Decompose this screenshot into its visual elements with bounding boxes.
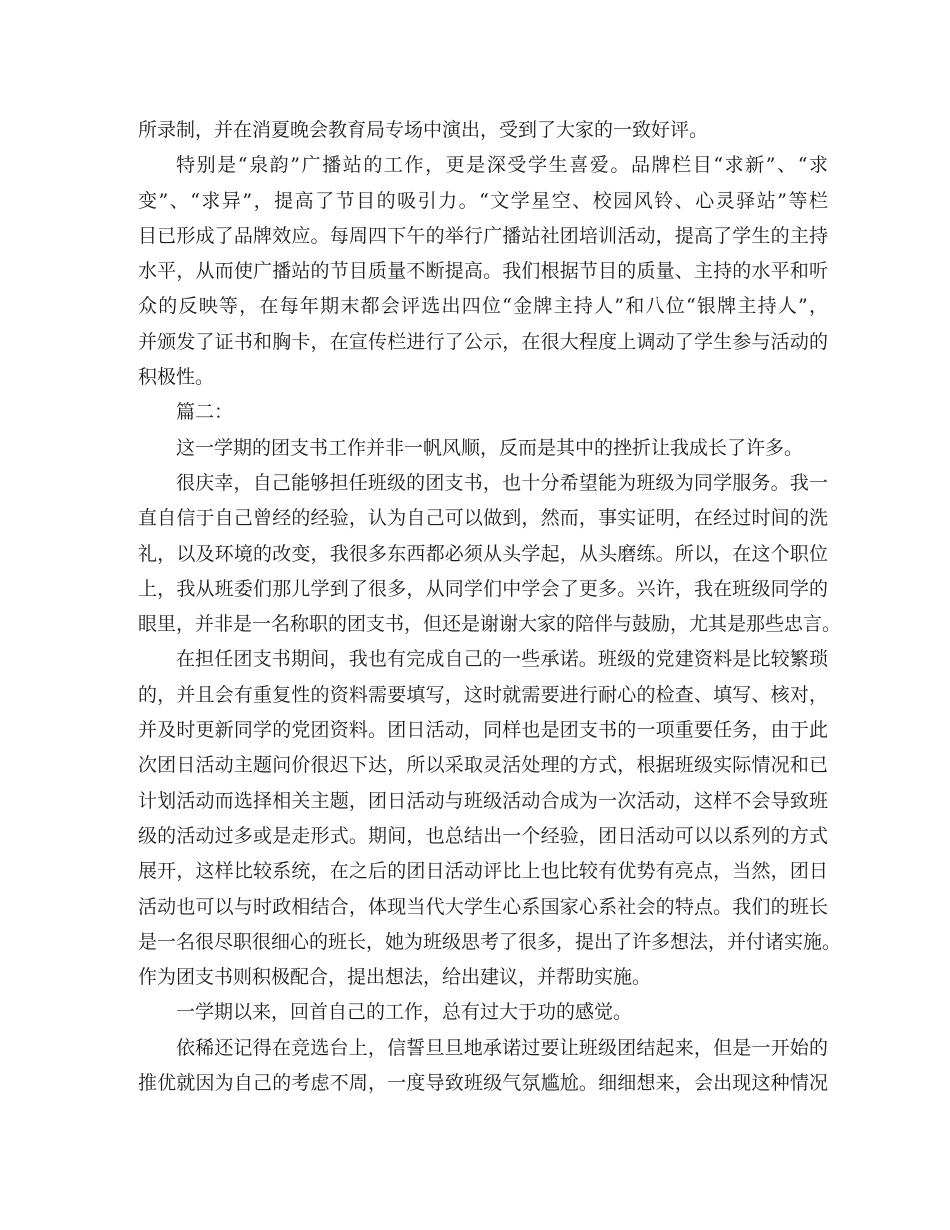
text-line: 级的活动过多或是走形式。期间，也总结出一个经验，团日活动可以以系列的方式 (138, 824, 828, 847)
text-line: 众的反映等，在每年期末都会评选出四位“金牌主持人”和八位“银牌主持人”， (138, 295, 828, 318)
text-line: 作为团支书则积极配合，提出想法，给出建议，并帮助实施。 (138, 966, 652, 989)
text-line: 很庆幸，自己能够担任班级的团支书，也十分希望能为班级为同学服务。我一 (176, 471, 828, 494)
text-line: 的，并且会有重复性的资料需要填写，这时就需要进行耐心的检查、填写、核对， (138, 683, 828, 706)
text-line: 展开，这样比较系统，在之后的团日活动评比上也比较有优势有亮点，当然，团日 (138, 860, 828, 883)
text-line: 依稀还记得在竞选台上，信誓旦旦地承诺过要让班级团结起来，但是一开始的 (176, 1036, 828, 1059)
text-line: 并颁发了证书和胸卡，在宣传栏进行了公示，在很大程度上调动了学生参与活动的 (138, 330, 828, 353)
text-line: 计划活动而选择相关主题，团日活动与班级活动合成为一次活动，这样不会导致班 (138, 789, 828, 812)
text-line: 篇二： (176, 401, 234, 424)
text-line: 这一学期的团支书工作并非一帆风顺，反而是其中的挫折让我成长了许多。 (176, 436, 804, 459)
text-line: 目已形成了品牌效应。每周四下午的举行广播站社团培训活动，提高了学生的主持 (138, 224, 828, 247)
text-line: 在担任团支书期间，我也有完成自己的一些承诺。班级的党建资料是比较繁琐 (176, 648, 828, 671)
text-line: 活动也可以与时政相结合，体现当代大学生心系国家心系社会的特点。我们的班长 (138, 895, 828, 918)
text-line: 是一名很尽职很细心的班长，她为班级思考了很多，提出了许多想法，并付诸实施。 (138, 930, 842, 953)
text-line: 并及时更新同学的党团资料。团日活动，同样也是团支书的一项重要任务，由于此 (138, 719, 828, 742)
text-line: 直自信于自己曾经的经验，认为自己可以做到，然而，事实证明，在经过时间的洗 (138, 507, 828, 530)
text-line: 次团日活动主题问价很迟下达，所以采取灵活处理的方式，根据班级实际情况和已 (138, 754, 828, 777)
document-body (138, 113, 842, 1101)
text-line: 礼，以及环境的改变，我很多东西都必须从头学起，从头磨练。所以，在这个职位 (138, 542, 828, 565)
text-line: 所录制，并在消夏晚会教育局专场中演出，受到了大家的一致好评。 (138, 119, 709, 141)
text-line: 推优就因为自己的考虑不周，一度导致班级气氛尴尬。细细想来，会出现这种情况 (138, 1072, 828, 1095)
text-line: 积极性。 (138, 366, 215, 389)
text-line: 一学期以来，回首自己的工作，总有过大于功的感觉。 (176, 1001, 633, 1024)
text-line: 眼里，并非是一名称职的团支书，但还是谢谢大家的陪伴与鼓励，尤其是那些忠言。 (138, 613, 842, 636)
text-line: 变”、“求异”，提高了节目的吸引力。“文学星空、校园风铃、心灵驿站”等栏 (138, 189, 828, 212)
text-line: 水平，从而使广播站的节目质量不断提高。我们根据节目的质量、主持的水平和听 (138, 260, 828, 283)
text-line: 上，我从班委们那儿学到了很多，从同学们中学会了更多。兴许，我在班级同学的 (138, 577, 828, 600)
text-line: 特别是“泉韵”广播站的工作，更是深受学生喜爱。品牌栏目“求新”、“求 (176, 154, 828, 177)
